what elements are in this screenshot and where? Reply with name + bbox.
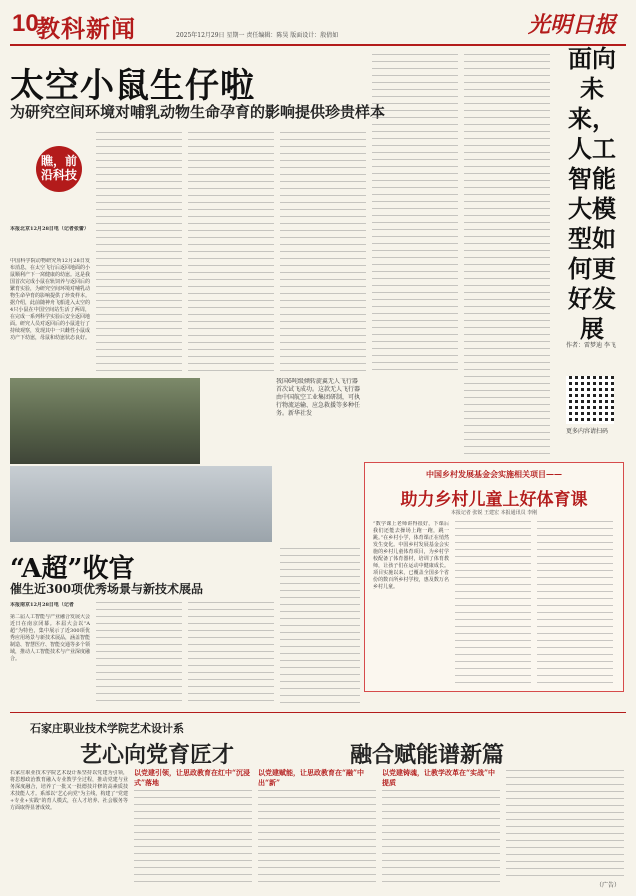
boxed-story-headline: 助力乡村儿童上好体育课 — [400, 490, 588, 510]
lead-body-col-2 — [96, 132, 182, 372]
column-badge: 瞧，前沿科技 — [36, 146, 82, 192]
date-line: 2025年12月29日 星期一 责任编辑：陈昊 版面设计：殷倩如 — [176, 32, 339, 39]
bottom-rule — [10, 712, 626, 713]
sidebar-author: 作者：雷梦迪 李飞 — [566, 342, 616, 349]
ad-label: （广告） — [596, 882, 621, 889]
lead-body-col-1: 中国科学院动物研究所12月28日发布消息，在太空飞行后返回地面的小鼠顺利产下一窝健康的幼崽。这是我国首次完成小鼠在轨饲养与返回后的繁育实验，为研究空间环境对哺乳动物生命孕育的影响提供了珍贵样本。据介绍，此前随神舟飞船进入太空的4只小鼠在中国空间站生活了两周，在完成一系列科学实验后安全返回地面。研究人员对返回后的小鼠进行了持续观察，发现其中一只雌性小鼠成功产下幼崽，母鼠和幼崽状态良好。 — [10, 258, 90, 341]
a-chao-headline: “A超”收官 — [10, 554, 135, 584]
a-chao-subheadline: 催生近300项优秀场景与新技术展品 — [10, 582, 204, 596]
a-chao-body-col-3 — [188, 602, 274, 706]
a-chao-body-col-4 — [280, 548, 360, 706]
bottom-body-col-2 — [134, 790, 252, 888]
boxed-story — [364, 462, 624, 692]
qr-code[interactable] — [566, 376, 614, 424]
lead-subheadline: 为研究空间环境对哺乳动物生命孕育的影响提供珍贵样本 — [10, 103, 386, 121]
photo-caption: 我国6吨级倾转旋翼无人飞行器首次试飞成功。这款无人飞行器由中国航空工业集团研制，可执行物流运输、应急救援等多种任务。新华社发 — [276, 378, 360, 417]
a-chao-body-col-2 — [96, 602, 182, 706]
lead-body-col-5 — [372, 54, 458, 372]
bottom-headline-right: 融合赋能谱新篇 — [350, 742, 505, 768]
bottom-section-header: 石家庄职业技术学院艺术设计系 — [30, 722, 184, 735]
lead-body-col-6 — [464, 54, 550, 454]
a-chao-byline: 本报南京12月28日电（记者 — [10, 602, 74, 608]
bottom-body-col-3 — [258, 790, 376, 888]
bottom-subhead-1: 以党建引领，让思政教育在红中“沉浸式”落地 — [134, 768, 251, 787]
newspaper-logo: 光明日报 — [527, 12, 616, 38]
lead-headline: 太空小鼠生仔啦 — [10, 66, 255, 106]
sidebar-headline: 面向未来，人工智能大模型如何更好发展 — [568, 44, 616, 343]
lead-body-col-3 — [188, 132, 274, 372]
page-number: 10 — [12, 10, 39, 37]
boxed-body-col-2 — [455, 521, 531, 683]
bottom-subhead-2: 以党建赋能，让思政教育在“融”中出“新” — [258, 768, 365, 787]
boxed-body-col-1: “数学课上老师讲得很好，下课后我们还能去操场上跑一跑，跳一跳。”在乡村小学，体育课正在悄然发生变化。中国乡村发展基金会实施的乡村儿童体育项目，为乡村学校配备了体育器材，培训了体育教师，让孩子们在运动中健康成长。项目实施以来，已覆盖全国多个省份的数百所乡村学校，惠及数万名乡村儿童。 — [373, 521, 449, 590]
lead-byline: 本报北京12月28日电（记者张蕾） — [10, 226, 89, 232]
news-photo-aircraft — [10, 466, 272, 542]
qr-caption: 更多内容请扫码 — [566, 428, 609, 435]
bottom-subhead-3: 以党建铸魂，让教学改革在“实战”中提质 — [382, 768, 496, 787]
bottom-body-col-1: 石家庄职业技术学院艺术设计系坚持以党建为引领，将思想政治教育融入专业教学全过程，推动党建与业务深度融合，培养了一批又一批德技并修的高素质技术技能人才。系部以“艺心向党”为主线，构建了“党建+专业+实践”的育人模式，在人才培养、社会服务等方面取得显著成效。 — [10, 770, 128, 811]
a-chao-body-col-1: 第二届人工智能与产业融合发展大会近日在南京闭幕。本届大会以“A超”为特色，集中展示了近300项优秀应用场景与新技术展品，涵盖智能制造、智慧医疗、智能交通等多个领域，推动人工智能技术与产业深度融合。 — [10, 614, 90, 662]
bottom-body-col-5 — [506, 770, 624, 880]
section-title: 教科新闻 — [36, 14, 136, 43]
boxed-story-byline: 本报记者 张锐 王建宏 本报通讯员 李刚 — [450, 510, 538, 516]
boxed-body-col-3 — [537, 521, 613, 683]
boxed-story-label: 中国乡村发展基金会实施相关项目—— — [426, 469, 562, 479]
bottom-body-col-4 — [382, 790, 500, 888]
header-rule — [10, 44, 626, 46]
news-photo-mice — [10, 378, 200, 464]
lead-body-col-4 — [280, 132, 366, 372]
bottom-headline-left: 艺心向党育匠才 — [80, 742, 235, 768]
